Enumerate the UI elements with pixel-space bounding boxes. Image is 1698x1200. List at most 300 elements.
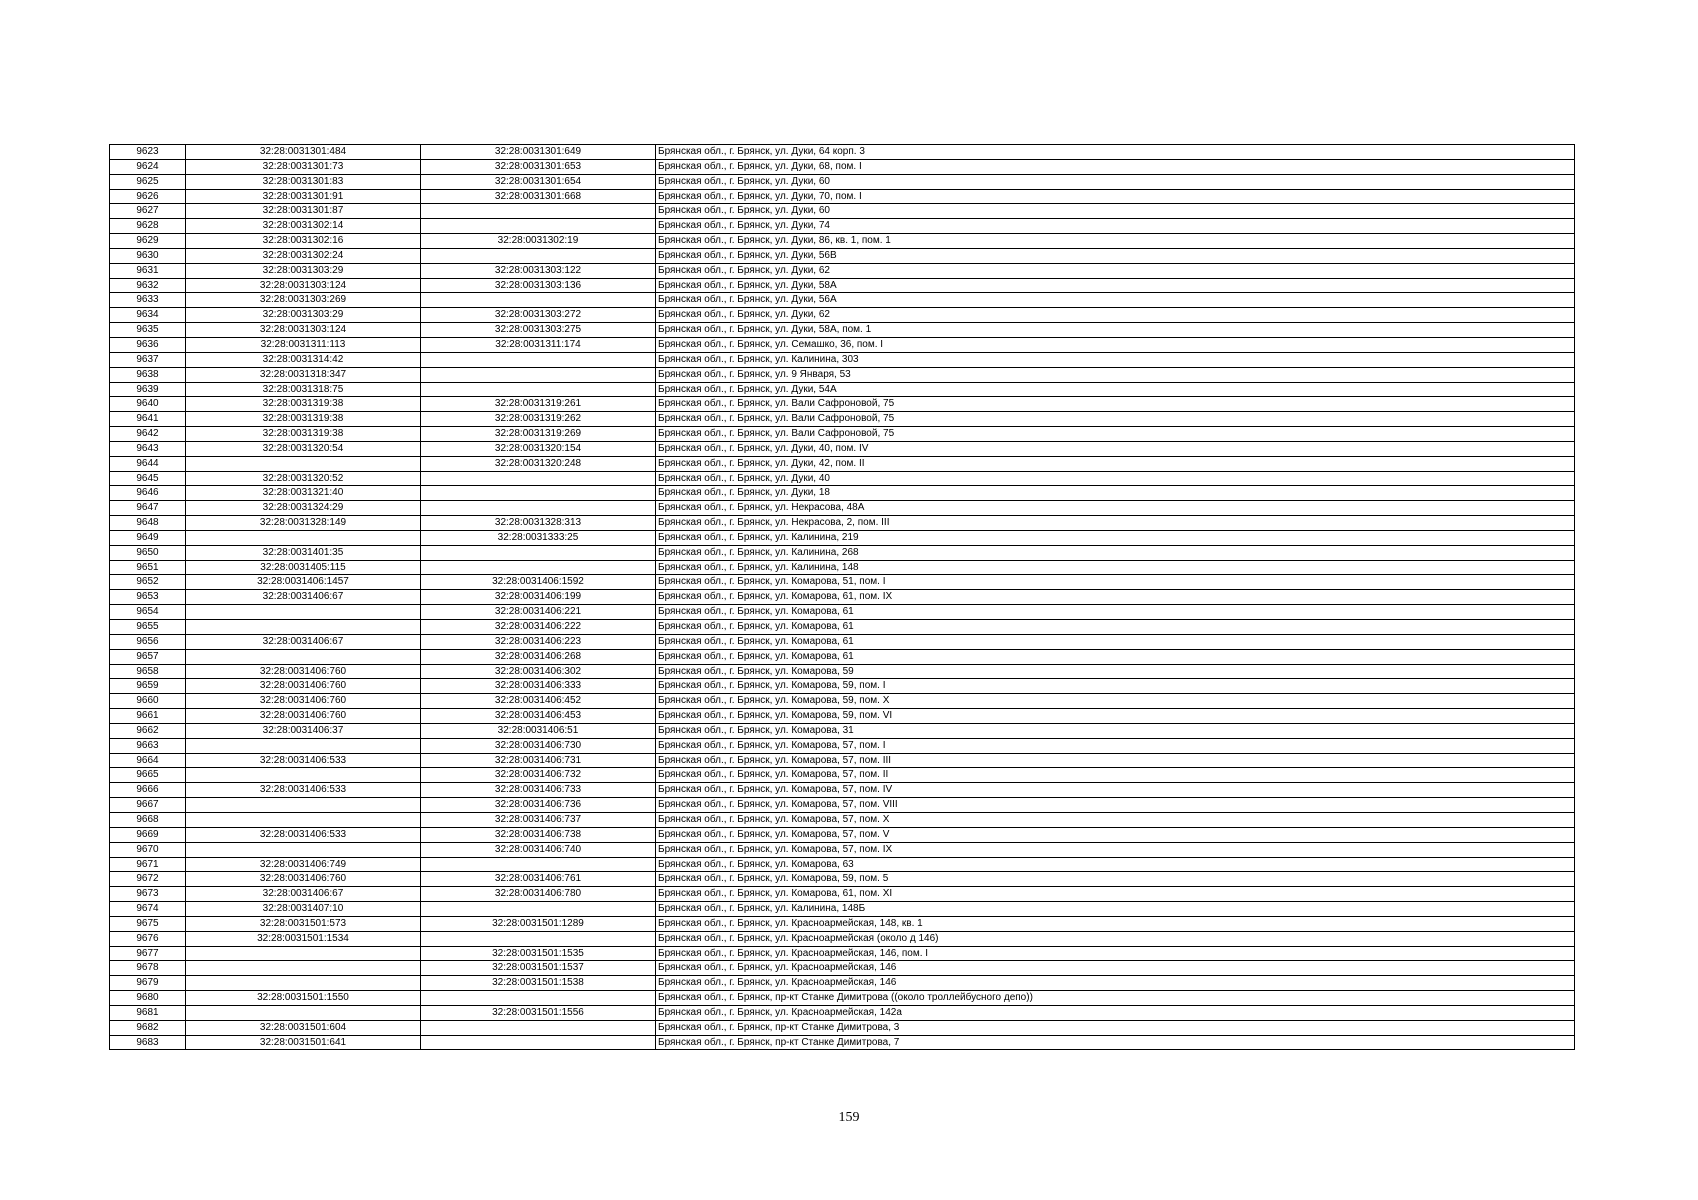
child-cadastral-number-cell: 32:28:0031320:248 (421, 456, 656, 471)
child-cadastral-number-cell: 32:28:0031406:222 (421, 620, 656, 635)
child-cadastral-number-cell (421, 902, 656, 917)
address-cell: Брянская обл., г. Брянск, ул. Дуки, 62 (656, 308, 1575, 323)
row-number-cell: 9665 (110, 768, 186, 783)
registry-table-body (110, 145, 1575, 1050)
table-row (110, 263, 1575, 278)
address-cell: Брянская обл., г. Брянск, ул. Комарова, 57, пом. X (656, 812, 1575, 827)
address-cell: Брянская обл., г. Брянск, ул. Комарова, 61 (656, 605, 1575, 620)
child-cadastral-number-cell: 32:28:0031501:1537 (421, 961, 656, 976)
address-cell: Брянская обл., г. Брянск, ул. Дуки, 40 (656, 471, 1575, 486)
row-number-cell: 9650 (110, 545, 186, 560)
row-number-cell: 9668 (110, 812, 186, 827)
parent-cadastral-number-cell: 32:28:0031406:760 (186, 709, 421, 724)
row-number-cell: 9645 (110, 471, 186, 486)
parent-cadastral-number-cell: 32:28:0031301:87 (186, 204, 421, 219)
parent-cadastral-number-cell: 32:28:0031406:760 (186, 872, 421, 887)
parent-cadastral-number-cell: 32:28:0031319:38 (186, 397, 421, 412)
table-row (110, 931, 1575, 946)
table-row (110, 783, 1575, 798)
parent-cadastral-number-cell: 32:28:0031320:52 (186, 471, 421, 486)
address-cell: Брянская обл., г. Брянск, ул. Дуки, 70, пом. I (656, 189, 1575, 204)
row-number-cell: 9649 (110, 530, 186, 545)
parent-cadastral-number-cell: 32:28:0031406:760 (186, 664, 421, 679)
address-cell: Брянская обл., г. Брянск, ул. Некрасова, 2, пом. III (656, 516, 1575, 531)
row-number-cell: 9673 (110, 887, 186, 902)
address-cell: Брянская обл., г. Брянск, пр-кт Станке Димитрова ((около троллейбусного депо)) (656, 991, 1575, 1006)
row-number-cell: 9636 (110, 337, 186, 352)
table-row (110, 679, 1575, 694)
row-number-cell: 9651 (110, 560, 186, 575)
address-cell: Брянская обл., г. Брянск, ул. Калинина, 148 (656, 560, 1575, 575)
parent-cadastral-number-cell: 32:28:0031406:67 (186, 634, 421, 649)
parent-cadastral-number-cell (186, 1005, 421, 1020)
table-row (110, 486, 1575, 501)
address-cell: Брянская обл., г. Брянск, ул. Калинина, 148Б (656, 902, 1575, 917)
child-cadastral-number-cell: 32:28:0031303:136 (421, 278, 656, 293)
row-number-cell: 9626 (110, 189, 186, 204)
address-cell: Брянская обл., г. Брянск, ул. Комарова, 59, пом. X (656, 694, 1575, 709)
table-row (110, 248, 1575, 263)
address-cell: Брянская обл., г. Брянск, ул. Комарова, 59, пом. I (656, 679, 1575, 694)
table-row (110, 842, 1575, 857)
address-cell: Брянская обл., г. Брянск, ул. Калинина, 219 (656, 530, 1575, 545)
parent-cadastral-number-cell: 32:28:0031303:124 (186, 278, 421, 293)
table-row (110, 412, 1575, 427)
table-row (110, 278, 1575, 293)
address-cell: Брянская обл., г. Брянск, ул. Дуки, 86, кв. 1, пом. 1 (656, 234, 1575, 249)
row-number-cell: 9671 (110, 857, 186, 872)
table-row (110, 308, 1575, 323)
child-cadastral-number-cell (421, 991, 656, 1006)
parent-cadastral-number-cell (186, 738, 421, 753)
parent-cadastral-number-cell: 32:28:0031406:760 (186, 694, 421, 709)
parent-cadastral-number-cell: 32:28:0031405:115 (186, 560, 421, 575)
child-cadastral-number-cell (421, 857, 656, 872)
parent-cadastral-number-cell: 32:28:0031501:573 (186, 916, 421, 931)
row-number-cell: 9629 (110, 234, 186, 249)
child-cadastral-number-cell: 32:28:0031406:302 (421, 664, 656, 679)
child-cadastral-number-cell: 32:28:0031406:736 (421, 798, 656, 813)
child-cadastral-number-cell: 32:28:0031320:154 (421, 441, 656, 456)
address-cell: Брянская обл., г. Брянск, ул. Комарова, 61 (656, 649, 1575, 664)
address-cell: Брянская обл., г. Брянск, ул. Красноармейская, 146 (656, 976, 1575, 991)
table-row (110, 441, 1575, 456)
child-cadastral-number-cell: 32:28:0031301:668 (421, 189, 656, 204)
row-number-cell: 9670 (110, 842, 186, 857)
row-number-cell: 9652 (110, 575, 186, 590)
parent-cadastral-number-cell: 32:28:0031301:484 (186, 145, 421, 160)
table-row (110, 723, 1575, 738)
address-cell: Брянская обл., г. Брянск, ул. Комарова, 59, пом. 5 (656, 872, 1575, 887)
parent-cadastral-number-cell: 32:28:0031406:1457 (186, 575, 421, 590)
child-cadastral-number-cell: 32:28:0031406:733 (421, 783, 656, 798)
parent-cadastral-number-cell: 32:28:0031321:40 (186, 486, 421, 501)
table-row (110, 976, 1575, 991)
child-cadastral-number-cell: 32:28:0031302:19 (421, 234, 656, 249)
row-number-cell: 9656 (110, 634, 186, 649)
child-cadastral-number-cell (421, 501, 656, 516)
address-cell: Брянская обл., г. Брянск, ул. Дуки, 40, пом. IV (656, 441, 1575, 456)
row-number-cell: 9667 (110, 798, 186, 813)
address-cell: Брянская обл., г. Брянск, ул. Комарова, 57, пом. V (656, 827, 1575, 842)
child-cadastral-number-cell (421, 1035, 656, 1050)
table-row (110, 382, 1575, 397)
table-row (110, 991, 1575, 1006)
child-cadastral-number-cell: 32:28:0031406:333 (421, 679, 656, 694)
row-number-cell: 9635 (110, 323, 186, 338)
row-number-cell: 9661 (110, 709, 186, 724)
child-cadastral-number-cell: 32:28:0031328:313 (421, 516, 656, 531)
child-cadastral-number-cell (421, 219, 656, 234)
child-cadastral-number-cell: 32:28:0031406:761 (421, 872, 656, 887)
address-cell: Брянская обл., г. Брянск, ул. Комарова, 57, пом. III (656, 753, 1575, 768)
row-number-cell: 9664 (110, 753, 186, 768)
address-cell: Брянская обл., г. Брянск, ул. Комарова, 61, пом. XI (656, 887, 1575, 902)
address-cell: Брянская обл., г. Брянск, ул. Дуки, 62 (656, 263, 1575, 278)
row-number-cell: 9643 (110, 441, 186, 456)
table-row (110, 560, 1575, 575)
table-row (110, 204, 1575, 219)
table-row (110, 530, 1575, 545)
parent-cadastral-number-cell: 32:28:0031319:38 (186, 427, 421, 442)
child-cadastral-number-cell (421, 486, 656, 501)
child-cadastral-number-cell: 32:28:0031501:1289 (421, 916, 656, 931)
parent-cadastral-number-cell: 32:28:0031303:269 (186, 293, 421, 308)
parent-cadastral-number-cell: 32:28:0031324:29 (186, 501, 421, 516)
parent-cadastral-number-cell: 32:28:0031406:67 (186, 590, 421, 605)
row-number-cell: 9638 (110, 367, 186, 382)
child-cadastral-number-cell (421, 560, 656, 575)
row-number-cell: 9641 (110, 412, 186, 427)
table-row (110, 768, 1575, 783)
child-cadastral-number-cell (421, 204, 656, 219)
table-row (110, 753, 1575, 768)
row-number-cell: 9662 (110, 723, 186, 738)
child-cadastral-number-cell: 32:28:0031406:740 (421, 842, 656, 857)
parent-cadastral-number-cell: 32:28:0031406:533 (186, 783, 421, 798)
parent-cadastral-number-cell: 32:28:0031328:149 (186, 516, 421, 531)
child-cadastral-number-cell (421, 931, 656, 946)
address-cell: Брянская обл., г. Брянск, ул. Дуки, 56В (656, 248, 1575, 263)
table-row (110, 620, 1575, 635)
address-cell: Брянская обл., г. Брянск, ул. Вали Сафроновой, 75 (656, 397, 1575, 412)
address-cell: Брянская обл., г. Брянск, ул. Дуки, 54А (656, 382, 1575, 397)
parent-cadastral-number-cell (186, 961, 421, 976)
child-cadastral-number-cell: 32:28:0031501:1556 (421, 1005, 656, 1020)
address-cell: Брянская обл., г. Брянск, ул. Комарова, 59, пом. VI (656, 709, 1575, 724)
parent-cadastral-number-cell: 32:28:0031406:760 (186, 679, 421, 694)
row-number-cell: 9648 (110, 516, 186, 531)
table-row (110, 575, 1575, 590)
address-cell: Брянская обл., г. Брянск, ул. Дуки, 18 (656, 486, 1575, 501)
address-cell: Брянская обл., г. Брянск, ул. Комарова, 61 (656, 620, 1575, 635)
parent-cadastral-number-cell (186, 768, 421, 783)
row-number-cell: 9644 (110, 456, 186, 471)
table-row (110, 902, 1575, 917)
table-row (110, 1020, 1575, 1035)
parent-cadastral-number-cell: 32:28:0031407:10 (186, 902, 421, 917)
child-cadastral-number-cell: 32:28:0031406:738 (421, 827, 656, 842)
child-cadastral-number-cell (421, 382, 656, 397)
address-cell: Брянская обл., г. Брянск, ул. Дуки, 56А (656, 293, 1575, 308)
row-number-cell: 9659 (110, 679, 186, 694)
table-row (110, 872, 1575, 887)
row-number-cell: 9634 (110, 308, 186, 323)
address-cell: Брянская обл., г. Брянск, ул. Дуки, 68, пом. I (656, 159, 1575, 174)
child-cadastral-number-cell: 32:28:0031319:262 (421, 412, 656, 427)
row-number-cell: 9640 (110, 397, 186, 412)
address-cell: Брянская обл., г. Брянск, ул. Вали Сафроновой, 75 (656, 412, 1575, 427)
child-cadastral-number-cell (421, 367, 656, 382)
parent-cadastral-number-cell: 32:28:0031406:533 (186, 753, 421, 768)
address-cell: Брянская обл., г. Брянск, ул. Комарова, 61 (656, 634, 1575, 649)
table-row (110, 694, 1575, 709)
parent-cadastral-number-cell: 32:28:0031319:38 (186, 412, 421, 427)
parent-cadastral-number-cell: 32:28:0031303:29 (186, 263, 421, 278)
parent-cadastral-number-cell: 32:28:0031406:67 (186, 887, 421, 902)
parent-cadastral-number-cell (186, 649, 421, 664)
table-row (110, 961, 1575, 976)
parent-cadastral-number-cell (186, 456, 421, 471)
table-row (110, 471, 1575, 486)
child-cadastral-number-cell (421, 352, 656, 367)
row-number-cell: 9666 (110, 783, 186, 798)
address-cell: Брянская обл., г. Брянск, ул. Дуки, 58А (656, 278, 1575, 293)
row-number-cell: 9674 (110, 902, 186, 917)
parent-cadastral-number-cell: 32:28:0031401:35 (186, 545, 421, 560)
table-row (110, 590, 1575, 605)
child-cadastral-number-cell: 32:28:0031303:122 (421, 263, 656, 278)
table-row (110, 337, 1575, 352)
address-cell: Брянская обл., г. Брянск, ул. Калинина, 303 (656, 352, 1575, 367)
child-cadastral-number-cell: 32:28:0031406:452 (421, 694, 656, 709)
parent-cadastral-number-cell: 32:28:0031406:37 (186, 723, 421, 738)
row-number-cell: 9631 (110, 263, 186, 278)
child-cadastral-number-cell (421, 471, 656, 486)
address-cell: Брянская обл., г. Брянск, ул. Дуки, 60 (656, 204, 1575, 219)
table-row (110, 159, 1575, 174)
child-cadastral-number-cell: 32:28:0031406:268 (421, 649, 656, 664)
child-cadastral-number-cell: 32:28:0031303:272 (421, 308, 656, 323)
row-number-cell: 9625 (110, 174, 186, 189)
address-cell: Брянская обл., г. Брянск, ул. Комарова, 63 (656, 857, 1575, 872)
table-row (110, 1035, 1575, 1050)
table-row (110, 946, 1575, 961)
child-cadastral-number-cell: 32:28:0031406:730 (421, 738, 656, 753)
table-row (110, 456, 1575, 471)
table-row (110, 857, 1575, 872)
parent-cadastral-number-cell: 32:28:0031406:533 (186, 827, 421, 842)
parent-cadastral-number-cell: 32:28:0031406:749 (186, 857, 421, 872)
child-cadastral-number-cell (421, 545, 656, 560)
address-cell: Брянская обл., г. Брянск, пр-кт Станке Димитрова, 7 (656, 1035, 1575, 1050)
child-cadastral-number-cell: 32:28:0031406:737 (421, 812, 656, 827)
child-cadastral-number-cell: 32:28:0031311:174 (421, 337, 656, 352)
parent-cadastral-number-cell: 32:28:0031320:54 (186, 441, 421, 456)
row-number-cell: 9681 (110, 1005, 186, 1020)
row-number-cell: 9623 (110, 145, 186, 160)
address-cell: Брянская обл., г. Брянск, ул. Красноармейская, 148, кв. 1 (656, 916, 1575, 931)
row-number-cell: 9630 (110, 248, 186, 263)
row-number-cell: 9633 (110, 293, 186, 308)
row-number-cell: 9675 (110, 916, 186, 931)
address-cell: Брянская обл., г. Брянск, ул. Семашко, 36, пом. I (656, 337, 1575, 352)
address-cell: Брянская обл., г. Брянск, ул. Дуки, 58А, пом. 1 (656, 323, 1575, 338)
address-cell: Брянская обл., г. Брянск, ул. Калинина, 268 (656, 545, 1575, 560)
cadastral-registry-table (109, 144, 1575, 1050)
table-row (110, 827, 1575, 842)
row-number-cell: 9680 (110, 991, 186, 1006)
child-cadastral-number-cell: 32:28:0031501:1535 (421, 946, 656, 961)
table-row (110, 427, 1575, 442)
row-number-cell: 9639 (110, 382, 186, 397)
parent-cadastral-number-cell (186, 620, 421, 635)
table-row (110, 605, 1575, 620)
parent-cadastral-number-cell: 32:28:0031302:14 (186, 219, 421, 234)
table-row (110, 397, 1575, 412)
child-cadastral-number-cell: 32:28:0031319:261 (421, 397, 656, 412)
parent-cadastral-number-cell: 32:28:0031301:91 (186, 189, 421, 204)
parent-cadastral-number-cell: 32:28:0031302:24 (186, 248, 421, 263)
parent-cadastral-number-cell (186, 842, 421, 857)
row-number-cell: 9679 (110, 976, 186, 991)
parent-cadastral-number-cell: 32:28:0031318:75 (186, 382, 421, 397)
table-row (110, 501, 1575, 516)
parent-cadastral-number-cell: 32:28:0031314:42 (186, 352, 421, 367)
address-cell: Брянская обл., г. Брянск, ул. Дуки, 64 корп. 3 (656, 145, 1575, 160)
address-cell: Брянская обл., г. Брянск, ул. Красноармейская, 146 (656, 961, 1575, 976)
address-cell: Брянская обл., г. Брянск, ул. Некрасова, 48А (656, 501, 1575, 516)
child-cadastral-number-cell: 32:28:0031406:732 (421, 768, 656, 783)
row-number-cell: 9682 (110, 1020, 186, 1035)
address-cell: Брянская обл., г. Брянск, ул. Комарова, 59 (656, 664, 1575, 679)
table-row (110, 234, 1575, 249)
row-number-cell: 9642 (110, 427, 186, 442)
row-number-cell: 9657 (110, 649, 186, 664)
row-number-cell: 9669 (110, 827, 186, 842)
child-cadastral-number-cell: 32:28:0031406:453 (421, 709, 656, 724)
child-cadastral-number-cell: 32:28:0031333:25 (421, 530, 656, 545)
address-cell: Брянская обл., г. Брянск, ул. Дуки, 60 (656, 174, 1575, 189)
table-row (110, 798, 1575, 813)
address-cell: Брянская обл., г. Брянск, ул. Дуки, 74 (656, 219, 1575, 234)
row-number-cell: 9647 (110, 501, 186, 516)
row-number-cell: 9637 (110, 352, 186, 367)
parent-cadastral-number-cell: 32:28:0031302:16 (186, 234, 421, 249)
row-number-cell: 9676 (110, 931, 186, 946)
parent-cadastral-number-cell (186, 530, 421, 545)
table-row (110, 219, 1575, 234)
address-cell: Брянская обл., г. Брянск, ул. Комарова, 57, пом. VIII (656, 798, 1575, 813)
parent-cadastral-number-cell: 32:28:0031303:29 (186, 308, 421, 323)
table-row (110, 189, 1575, 204)
parent-cadastral-number-cell: 32:28:0031501:1534 (186, 931, 421, 946)
child-cadastral-number-cell: 32:28:0031301:653 (421, 159, 656, 174)
parent-cadastral-number-cell: 32:28:0031501:1550 (186, 991, 421, 1006)
address-cell: Брянская обл., г. Брянск, ул. Комарова, 61, пом. IX (656, 590, 1575, 605)
child-cadastral-number-cell (421, 248, 656, 263)
child-cadastral-number-cell: 32:28:0031406:731 (421, 753, 656, 768)
row-number-cell: 9628 (110, 219, 186, 234)
address-cell: Брянская обл., г. Брянск, ул. Комарова, 57, пом. I (656, 738, 1575, 753)
row-number-cell: 9646 (110, 486, 186, 501)
table-row (110, 174, 1575, 189)
address-cell: Брянская обл., г. Брянск, ул. Комарова, 51, пом. I (656, 575, 1575, 590)
table-row (110, 649, 1575, 664)
row-number-cell: 9658 (110, 664, 186, 679)
parent-cadastral-number-cell: 32:28:0031318:347 (186, 367, 421, 382)
table-row (110, 352, 1575, 367)
table-row (110, 145, 1575, 160)
child-cadastral-number-cell: 32:28:0031406:199 (421, 590, 656, 605)
parent-cadastral-number-cell: 32:28:0031303:124 (186, 323, 421, 338)
child-cadastral-number-cell: 32:28:0031406:223 (421, 634, 656, 649)
parent-cadastral-number-cell (186, 976, 421, 991)
row-number-cell: 9653 (110, 590, 186, 605)
child-cadastral-number-cell: 32:28:0031406:780 (421, 887, 656, 902)
address-cell: Брянская обл., г. Брянск, ул. Красноармейская (около д 146) (656, 931, 1575, 946)
table-row (110, 664, 1575, 679)
table-row (110, 812, 1575, 827)
row-number-cell: 9663 (110, 738, 186, 753)
parent-cadastral-number-cell (186, 946, 421, 961)
row-number-cell: 9654 (110, 605, 186, 620)
address-cell: Брянская обл., г. Брянск, ул. Комарова, 57, пом. IV (656, 783, 1575, 798)
row-number-cell: 9683 (110, 1035, 186, 1050)
address-cell: Брянская обл., г. Брянск, пр-кт Станке Димитрова, 3 (656, 1020, 1575, 1035)
table-row (110, 323, 1575, 338)
address-cell: Брянская обл., г. Брянск, ул. Вали Сафроновой, 75 (656, 427, 1575, 442)
parent-cadastral-number-cell: 32:28:0031311:113 (186, 337, 421, 352)
address-cell: Брянская обл., г. Брянск, ул. 9 Января, 53 (656, 367, 1575, 382)
table-row (110, 709, 1575, 724)
row-number-cell: 9627 (110, 204, 186, 219)
child-cadastral-number-cell (421, 293, 656, 308)
child-cadastral-number-cell: 32:28:0031303:275 (421, 323, 656, 338)
table-row (110, 634, 1575, 649)
address-cell: Брянская обл., г. Брянск, ул. Красноармейская, 146, пом. I (656, 946, 1575, 961)
address-cell: Брянская обл., г. Брянск, ул. Комарова, 31 (656, 723, 1575, 738)
child-cadastral-number-cell: 32:28:0031406:1592 (421, 575, 656, 590)
address-cell: Брянская обл., г. Брянск, ул. Дуки, 42, пом. II (656, 456, 1575, 471)
table-row (110, 916, 1575, 931)
row-number-cell: 9655 (110, 620, 186, 635)
child-cadastral-number-cell: 32:28:0031319:269 (421, 427, 656, 442)
page-number: 159 (838, 1110, 860, 1125)
table-row (110, 1005, 1575, 1020)
child-cadastral-number-cell: 32:28:0031406:51 (421, 723, 656, 738)
parent-cadastral-number-cell (186, 798, 421, 813)
parent-cadastral-number-cell (186, 605, 421, 620)
row-number-cell: 9677 (110, 946, 186, 961)
parent-cadastral-number-cell (186, 812, 421, 827)
row-number-cell: 9678 (110, 961, 186, 976)
row-number-cell: 9624 (110, 159, 186, 174)
address-cell: Брянская обл., г. Брянск, ул. Комарова, 57, пом. II (656, 768, 1575, 783)
child-cadastral-number-cell: 32:28:0031501:1538 (421, 976, 656, 991)
row-number-cell: 9632 (110, 278, 186, 293)
table-row (110, 367, 1575, 382)
child-cadastral-number-cell: 32:28:0031406:221 (421, 605, 656, 620)
row-number-cell: 9672 (110, 872, 186, 887)
child-cadastral-number-cell: 32:28:0031301:649 (421, 145, 656, 160)
parent-cadastral-number-cell: 32:28:0031501:604 (186, 1020, 421, 1035)
table-row (110, 738, 1575, 753)
table-row (110, 545, 1575, 560)
parent-cadastral-number-cell: 32:28:0031501:641 (186, 1035, 421, 1050)
row-number-cell: 9660 (110, 694, 186, 709)
table-row (110, 293, 1575, 308)
